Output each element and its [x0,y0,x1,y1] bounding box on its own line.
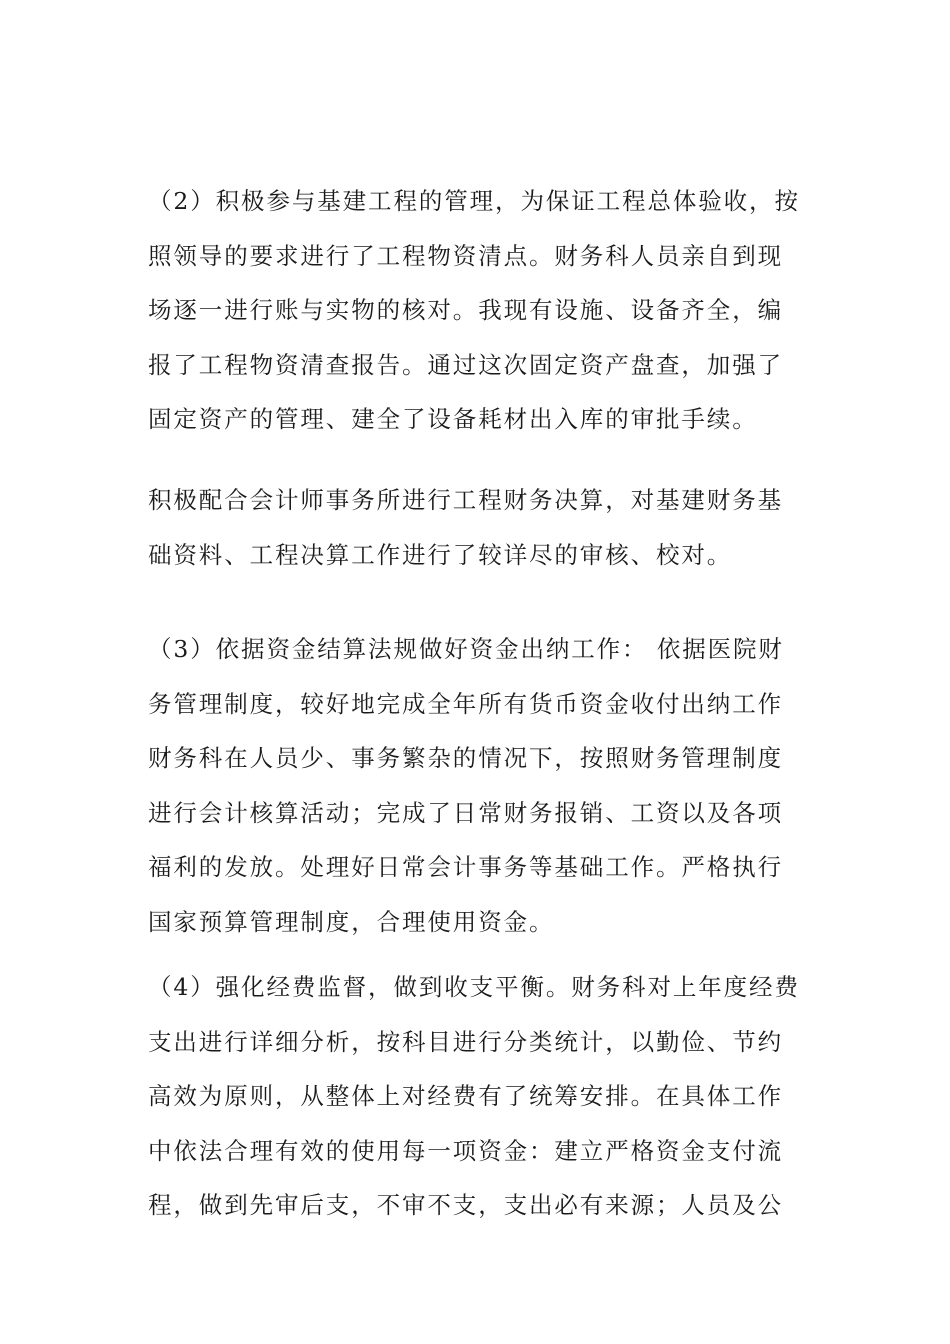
text-line: 础资料、工程决算工作进行了较详尽的审核、校对。 [148,540,733,569]
text-line: （2）积极参与基建工程的管理，为保证工程总体验收，按 [148,187,800,215]
text-line: 国家预算管理制度，合理使用资金。 [148,907,555,936]
text-line: 积极配合会计师事务所进行工程财务决算，对基建财务基 [148,486,783,514]
text-line: 报了工程物资清查报告。通过这次固定资产盘查，加强了 [148,350,783,379]
text-line: 照领导的要求进行了工程物资清点。财务科人员亲自到现 [148,241,783,270]
text-line: 固定资产的管理、建全了设备耗材出入库的审批手续。 [148,405,758,434]
paragraph-4-expense-supervision [148,960,808,1233]
text-line: 务管理制度，较好地完成全年所有货币资金收付出纳工作 [148,689,783,718]
text-line: 财务科在人员少、事务繁杂的情况下，按照财务管理制度 [148,744,783,773]
text-line: （4）强化经费监督，做到收支平衡。财务科对上年度经费 [148,973,800,1001]
paragraph-final-accounts [148,473,808,582]
text-line: （3）依据资金结算法规做好资金出纳工作： 依据医院财 [148,635,784,663]
text-line: 进行会计核算活动；完成了日常财务报销、工资以及各项 [148,798,783,827]
paragraph-2-infrastructure-management [148,174,808,447]
text-line: 支出进行详细分析，按科目进行分类统计，以勤俭、节约 [148,1027,783,1056]
text-line: 高效为原则，从整体上对经费有了统筹安排。在具体工作 [148,1082,783,1111]
text-line: 程，做到先审后支，不审不支，支出必有来源；人员及公 [148,1191,783,1220]
text-line: 场逐一进行账与实物的核对。我现有设施、设备齐全，编 [148,296,783,325]
text-line: 福利的发放。处理好日常会计事务等基础工作。严格执行 [148,853,783,882]
text-line: 中依法合理有效的使用每一项资金：建立严格资金支付流 [148,1136,783,1165]
paragraph-3-cashier-work [148,622,808,950]
